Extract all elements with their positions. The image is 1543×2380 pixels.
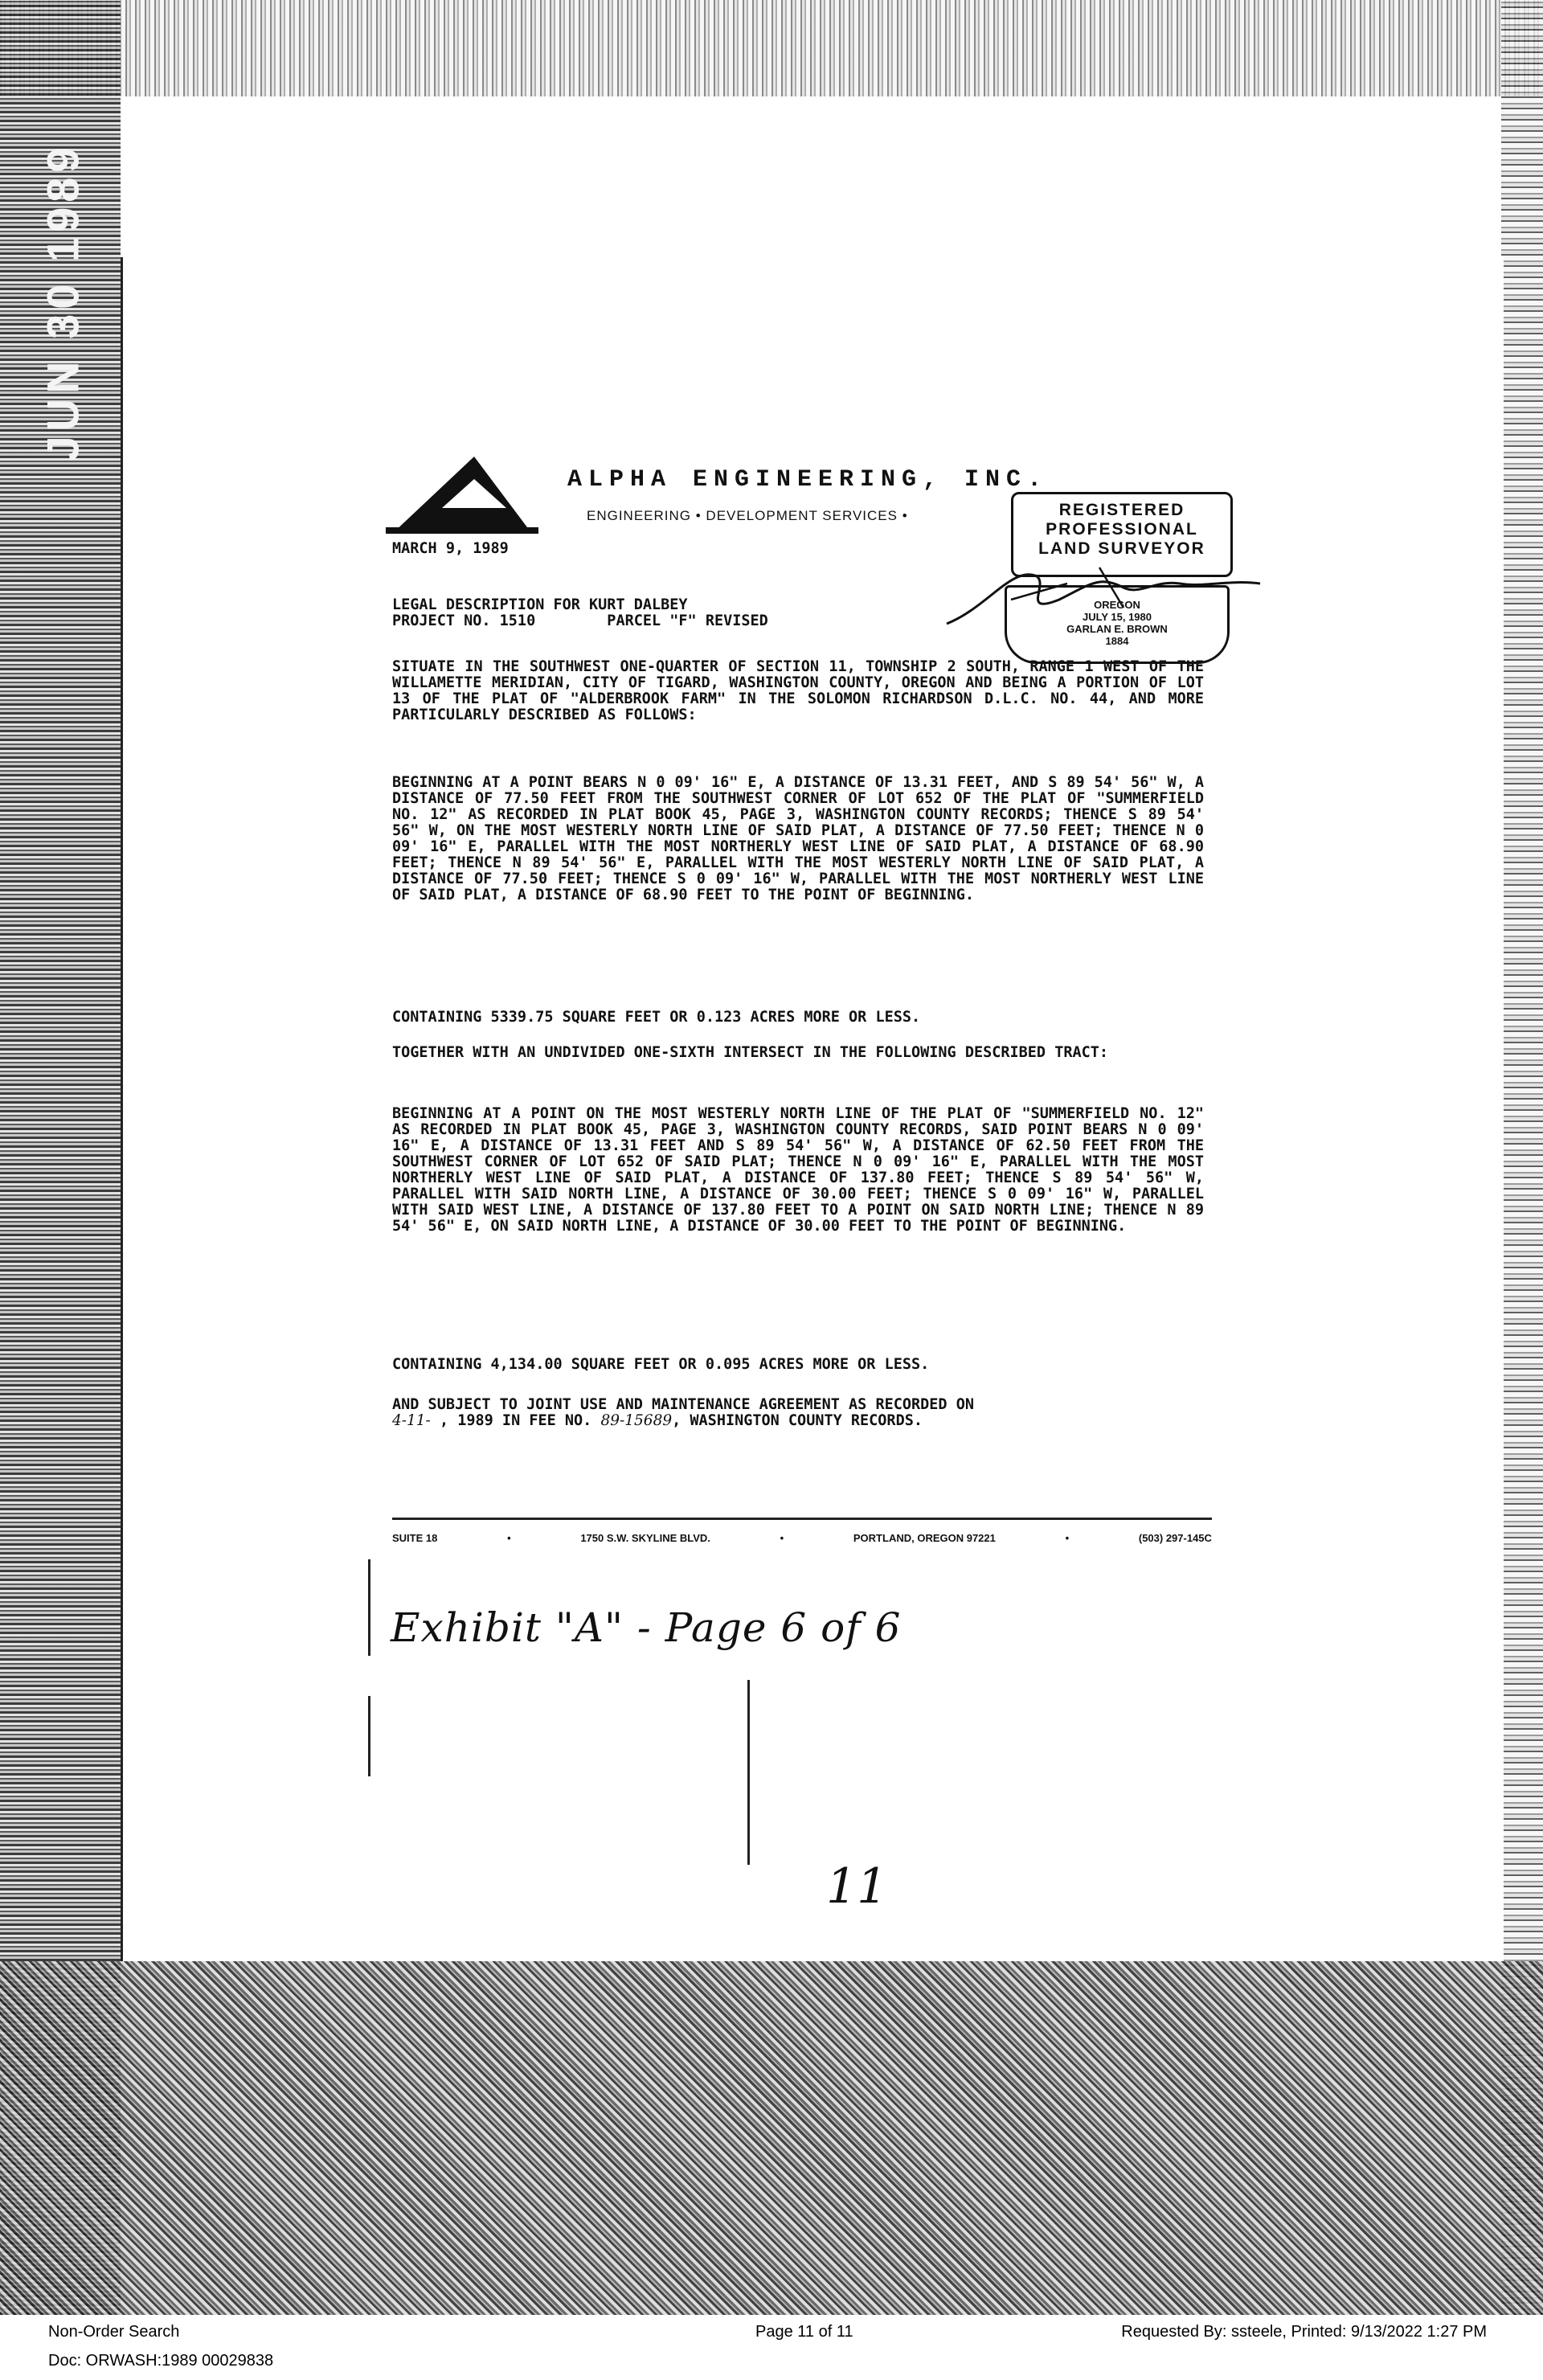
address-street: 1750 S.W. SKYLINE BLVD. [580,1532,710,1544]
seal-line: OREGON [1094,599,1140,611]
margin-rule [368,1559,370,1656]
address-phone: (503) 297-145C [1138,1532,1212,1544]
handwritten-record-date: 4-11- [392,1412,431,1429]
address-suite: SUITE 18 [392,1532,438,1544]
bullet-separator: • [507,1532,511,1544]
scan-noise-bottom [0,1961,1543,2315]
margin-rule [368,1696,370,1776]
seal-line: 1884 [1105,635,1129,647]
margin-rule [747,1680,750,1865]
bullet-separator: • [780,1532,784,1544]
caption-line: PROJECT NO. 1510 PARCEL "F" REVISED [392,612,768,629]
search-type: Non-Order Search [48,2323,180,2341]
paragraph-containing-2: CONTAINING 4,134.00 SQUARE FEET OR 0.095 ACRES MORE OR LESS. [392,1356,930,1373]
address-city: PORTLAND, OREGON 97221 [853,1532,996,1544]
bullet-separator: • [1065,1532,1070,1544]
paragraph-subject-to [392,1397,1204,1429]
firm-services: ENGINEERING • DEVELOPMENT SERVICES • [587,508,908,523]
paragraph-containing-1: CONTAINING 5339.75 SQUARE FEET OR 0.123 ACRES MORE OR LESS. [392,1009,921,1026]
paragraph-together: TOGETHER WITH AN UNDIVIDED ONE-SIXTH INTERSECT IN THE FOLLOWING DESCRIBED TRACT: [392,1044,1109,1061]
footer-rule [392,1518,1212,1520]
print-status-bar [0,2315,1543,2380]
caption-line: LEGAL DESCRIPTION FOR KURT DALBEY [392,596,688,613]
requested-by: Requested By: ssteele, Printed: 9/13/2022 1:27 PM [1121,2323,1487,2341]
page-indicator: Page 11 of 11 [755,2323,853,2341]
seal-line: GARLAN E. BROWN [1066,623,1168,635]
firm-address [392,1532,1212,1544]
handwritten-fee-number: 89-15689 [600,1412,673,1429]
letter-caption [392,597,768,629]
scan-noise-top [0,0,1543,96]
seal-line: JULY 15, 1980 [1082,611,1152,623]
received-date-stamp: JUN 30 1989 [37,141,88,461]
paragraph-situate: SITUATE IN THE SOUTHWEST ONE-QUARTER OF SECTION 11, TOWNSHIP 2 SOUTH, RANGE 1 WEST OF THE WILLAMETTE MERIDIAN, CITY OF TIGARD, WASHINGTON COUNTY, OREGON AND BEING A PORTION OF LOT 13 OF THE PLAT OF "ALDERBROOK FARM" IN THE SOLOMON RICHARDSON D.L.C. NO. 44, AND MORE PARTICULARLY DESCRIBED AS FOLLOWS: [392,658,1204,723]
paragraph-beginning-tract: BEGINNING AT A POINT ON THE MOST WESTERLY NORTH LINE OF THE PLAT OF "SUMMERFIELD NO. 12" AS RECORDED IN PLAT BOOK 45, PAGE 3, WASHINGTON COUNTY RECORDS, SAID POINT BEARS N 0 09' 16" E, A DISTANCE OF 13.31 FEET AND S 89 54' 56" W, A DISTANCE OF 62.50 FEET FROM THE SOUTHWEST CORNER OF LOT 652 OF SAID PLAT; THENCE N 0 09' 16" E, PARALLEL WITH THE MOST NORTHERLY WEST LINE OF SAID PLAT, A DISTANCE OF 137.80 FEET; THENCE S 89 54' 56" W, PARALLEL WITH SAID NORTH LINE, A DISTANCE OF 30.00 FEET; THENCE S 0 09' 16" W, PARALLEL WITH SAID WEST LINE, A DISTANCE OF 137.80 FEET TO A POINT ON SAID NORTH LINE; THENCE N 89 54' 56" E, ON SAID NORTH LINE, A DISTANCE OF 30.00 FEET TO THE POINT OF BEGINNING. [392,1105,1204,1235]
letter-date: MARCH 9, 1989 [392,540,509,557]
surveyor-stamp-line: REGISTERED [1058,501,1185,519]
subject-text: , 1989 IN FEE NO. [439,1412,592,1429]
alpha-engineering-logo-icon [386,450,538,539]
subject-text: , WASHINGTON COUNTY RECORDS. [672,1412,923,1429]
handwritten-exhibit-label: Exhibit "A" - Page 6 of 6 [391,1604,902,1651]
firm-name: ALPHA ENGINEERING, INC. [567,466,1049,494]
paragraph-beginning: BEGINNING AT A POINT BEARS N 0 09' 16" E, A DISTANCE OF 13.31 FEET, AND S 89 54' 56" W, A DISTANCE OF 77.50 FEET FROM THE SOUTHWEST CORNER OF LOT 652 OF THE PLAT OF "SUMMERFIELD NO. 12" AS RECORDED IN PLAT BOOK 45, PAGE 3, WASHINGTON COUNTY RECORDS; THENCE S 89 54' 56" W, ON THE MOST WESTERLY NORTH LINE OF SAID PLAT, A DISTANCE OF 77.50 FEET; THENCE N 0 09' 16" E, PARALLEL WITH THE MOST NORTHERLY WEST LINE OF SAID PLAT, A DISTANCE OF 68.90 FEET; THENCE N 89 54' 56" E, PARALLEL WITH THE MOST WESTERLY NORTH LINE OF SAID PLAT, A DISTANCE OF 77.50 FEET; THENCE S 0 09' 16" W, PARALLEL WITH THE MOST NORTHERLY WEST LINE OF SAID PLAT, A DISTANCE OF 68.90 FEET TO THE POINT OF BEGINNING. [392,774,1204,903]
surveyor-stamp-line: PROFESSIONAL [1046,520,1198,539]
subject-text: AND SUBJECT TO JOINT USE AND MAINTENANCE AGREEMENT AS RECORDED ON [392,1396,974,1413]
document-id: Doc: ORWASH:1989 00029838 [48,2352,274,2370]
surveyor-stamp-line: LAND SURVEYOR [1038,539,1205,558]
handwritten-page-number: 11 [826,1858,888,1915]
surveyor-seal [1005,585,1230,664]
